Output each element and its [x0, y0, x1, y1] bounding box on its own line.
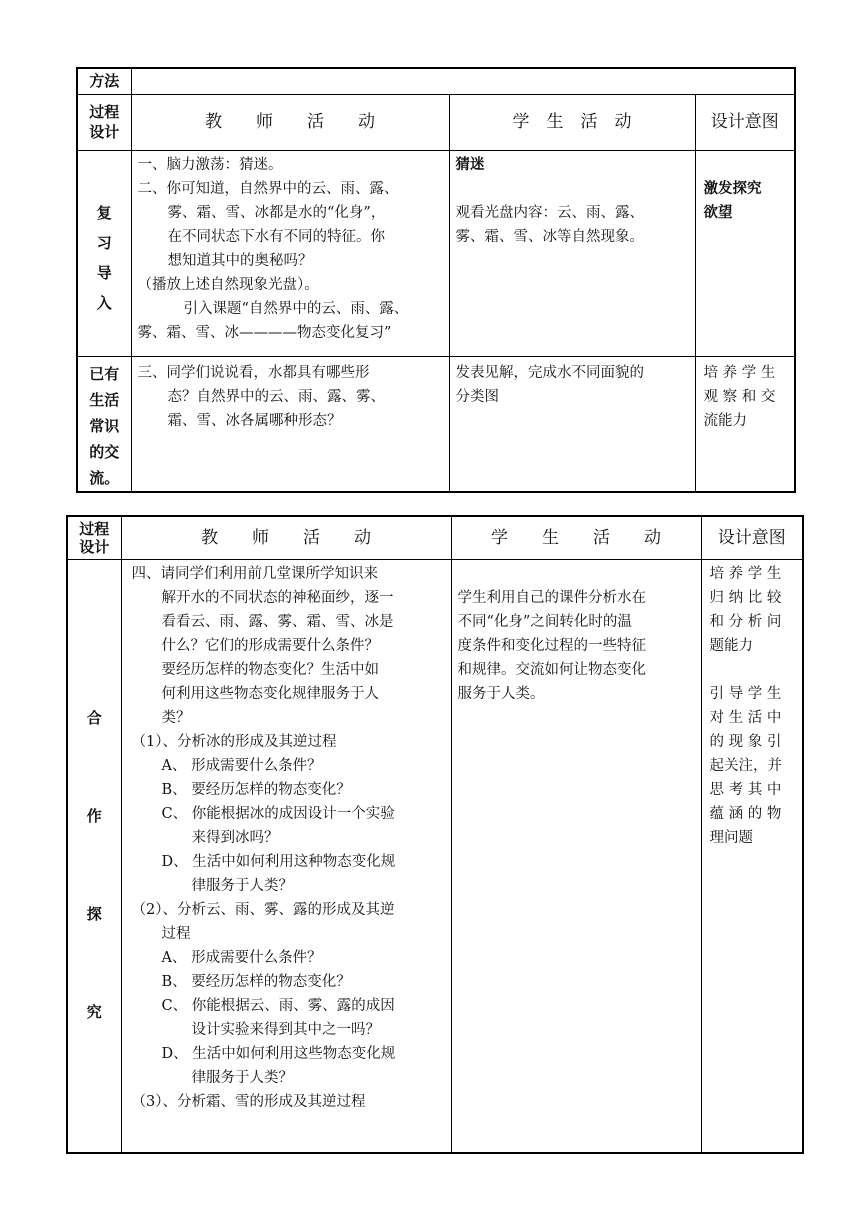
text-line: 起关注，并	[709, 757, 782, 774]
text-line: 分类图	[455, 388, 499, 405]
text-line: 一、脑力激荡：猜迷。	[137, 156, 283, 173]
text-line: 律服务于人类？	[191, 877, 293, 894]
text-line: 律服务于人类？	[191, 1069, 293, 1086]
text-line: 和 分 析 问	[709, 613, 782, 630]
text-line: 培 养 学 生	[703, 364, 776, 381]
text-line: （播放上述自然现象光盘）。	[137, 276, 319, 293]
teacher-activity-cell	[121, 559, 451, 1153]
text-line: 归 纳 比 较	[709, 589, 782, 606]
text-line: 要经历怎样的物态变化？生活中如	[161, 661, 379, 678]
text-line: 类？	[161, 709, 191, 726]
text-line: 解开水的不同状态的神秘面纱，逐一	[161, 589, 394, 606]
text-line: 霜、雪、冰各属哪种形态？	[167, 412, 342, 429]
lesson-table-1	[76, 67, 796, 493]
text-line: 四、请同学们利用前几堂课所学知识来	[131, 565, 378, 582]
text-line: 不同“化身”之间转化时的温	[457, 613, 632, 630]
lesson-table-2	[66, 515, 804, 1154]
student-title: 猜迷	[455, 156, 485, 173]
design-intent-header: 设计意图	[695, 94, 795, 150]
text-line: （1）、分析冰的形成及其逆过程	[131, 733, 337, 750]
text-line: 欲望	[703, 204, 733, 221]
text-line: 雾、霜、雪、冰都是水的“化身”，	[167, 204, 386, 221]
process-design-label: 过程 设计	[77, 94, 131, 150]
student-activity-cell	[449, 356, 695, 492]
text-line: 看看云、雨、露、雾、霜、雪、冰是	[161, 613, 394, 630]
text-line: 来得到冰吗？	[191, 829, 279, 846]
text-line: 激发探究	[703, 180, 762, 197]
teacher-activity-cell	[131, 150, 449, 356]
text-line: 态？自然界中的云、雨、露、雾、	[167, 388, 385, 405]
text-line: 引入课题“自然界中的云、雨、露、	[183, 300, 409, 317]
text-line: 什么？它们的形成需要什么条件？	[161, 637, 379, 654]
text-line: 对 生 活 中	[709, 709, 782, 726]
text-line: B、 要经历怎样的物态变化？	[161, 781, 351, 798]
text-line: A、 形成需要什么条件？	[161, 949, 322, 966]
text-line: D、 生活中如何利用这些物态变化规	[161, 1045, 396, 1062]
design-intent-header: 设计意图	[701, 516, 803, 559]
text-line: 观看光盘内容：云、雨、露、	[455, 204, 644, 221]
student-activity-cell	[449, 150, 695, 356]
design-intent-cell	[701, 559, 803, 1153]
text-line: 的 现 象 引	[709, 733, 782, 750]
teacher-activity-cell	[131, 356, 449, 492]
student-activity-cell	[451, 559, 701, 1153]
text-line: 观 察 和 交	[703, 388, 776, 405]
text-line: 设计实验来得到其中之一吗？	[191, 1021, 380, 1038]
text-line: 蕴 涵 的 物	[709, 805, 782, 822]
text-line: A、 形成需要什么条件？	[161, 757, 322, 774]
teacher-activity-header: 教 师 活 动	[131, 94, 449, 150]
text-line: 过程	[161, 925, 191, 942]
design-intent-cell	[695, 356, 795, 492]
section-life-knowledge: 已有 生活 常识 的交 流。	[77, 356, 131, 492]
text-line: 题能力	[709, 637, 753, 654]
text-line: 和规律。交流如何让物态变化	[457, 661, 646, 678]
section-review-intro: 复 习 导 入	[77, 150, 131, 356]
text-line: （3）、分析霜、雪的形成及其逆过程	[131, 1093, 366, 1110]
text-line: 三、同学们说说看，水都具有哪些形	[137, 364, 370, 381]
text-line: 何利用这些物态变化规律服务于人	[161, 685, 379, 702]
text-line: C、 你能根据冰的成因设计一个实验	[161, 805, 395, 822]
text-line: 流能力	[703, 412, 747, 429]
text-line: （2）、分析云、雨、雾、露的形成及其逆	[131, 901, 395, 918]
text-line: 引 导 学 生	[709, 685, 782, 702]
student-activity-header: 学 生 活 动	[451, 516, 701, 559]
text-line: 想知道其中的奥秘吗？	[167, 252, 313, 269]
method-value	[131, 68, 795, 94]
text-line: B、 要经历怎样的物态变化？	[161, 973, 351, 990]
text-line: 思 考 其 中	[709, 781, 782, 798]
text-line: 发表见解，完成水不同面貌的	[455, 364, 644, 381]
text-line: 服务于人类。	[457, 685, 545, 702]
text-line: 雾、霜、雪、冰————物态变化复习”	[137, 324, 392, 341]
text-line: D、 生活中如何利用这种物态变化规	[161, 853, 396, 870]
text-line: 在不同状态下水有不同的特征。你	[167, 228, 385, 245]
student-activity-header: 学 生 活 动	[449, 94, 695, 150]
text-line: 学生利用自己的课件分析水在	[457, 589, 646, 606]
teacher-activity-header: 教 师 活 动	[121, 516, 451, 559]
text-line: 雾、霜、雪、冰等自然现象。	[455, 228, 644, 245]
text-line: C、 你能根据云、雨、雾、露的成因	[161, 997, 395, 1014]
text-line: 二、你可知道，自然界中的云、雨、露、	[137, 180, 399, 197]
text-line: 理问题	[709, 829, 753, 846]
method-label: 方法	[77, 68, 131, 94]
text-line: 度条件和变化过程的一些特征	[457, 637, 646, 654]
section-cooperative-inquiry: 合 作 探 究	[67, 559, 121, 1153]
process-design-label: 过程 设计	[67, 516, 121, 559]
design-intent-cell	[695, 150, 795, 356]
text-line: 培 养 学 生	[709, 565, 782, 582]
